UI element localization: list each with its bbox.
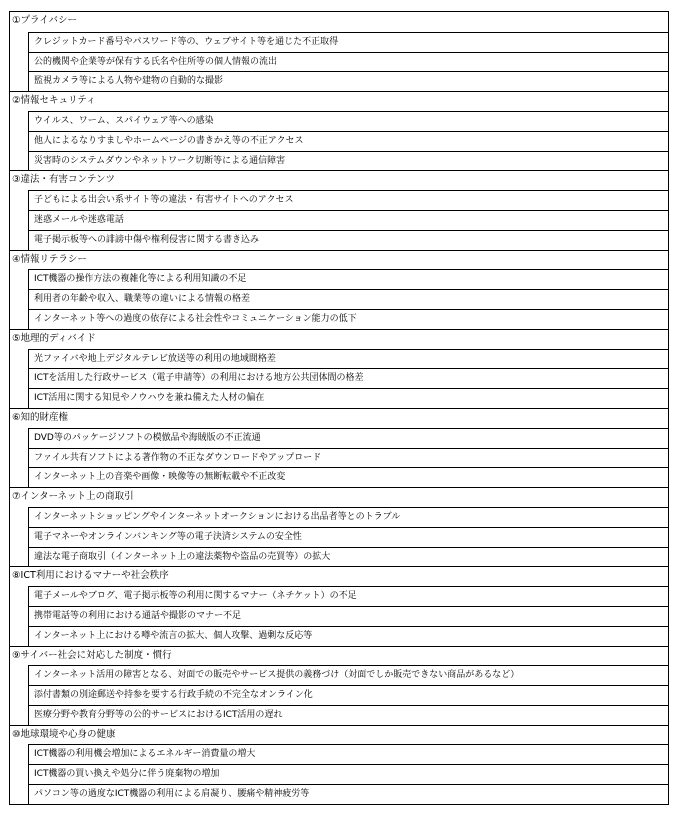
- issue-item: クレジットカード番号やパスワード等の、ウェブサイト等を通じた不正取得: [28, 32, 668, 52]
- issue-item: ファイル共有ソフトによる著作物の不正なダウンロードやアップロード: [28, 448, 668, 468]
- issue-item: 他人によるなりすましやホームページの書きかえ等の不正アクセス: [28, 131, 668, 151]
- issue-item: 添付書類の別途郵送や持参を要する行政手続の不完全なオンライン化: [28, 685, 668, 705]
- issue-item: 電子メールやブログ、電子掲示板等の利用に関するマナー（ネチケット）の不足: [28, 586, 668, 606]
- issue-item: 電子掲示板等への誹謗中傷や権利侵害に関する書き込み: [28, 230, 668, 250]
- issue-item: 利用者の年齢や収入、職業等の違いによる情報の格差: [28, 289, 668, 309]
- issue-item: 迷惑メールや迷惑電話: [28, 210, 668, 230]
- issue-item: 監視カメラ等による人物や建物の自動的な撮影: [28, 71, 668, 91]
- issue-item: インターネット上における噂や流言の拡大、個人攻撃、過剰な反応等: [28, 626, 668, 646]
- issue-item: 違法な電子商取引（インターネット上の違法薬物や盗品の売買等）の拡大: [28, 547, 668, 567]
- category-heading: ⑨サイバー社会に対応した制度・慣行: [10, 646, 668, 666]
- issue-item: DVD等のパッケージソフトの模倣品や海賊版の不正流通: [28, 428, 668, 448]
- issue-item: 携帯電話等の利用における通話や撮影のマナー不足: [28, 606, 668, 626]
- issue-item: インターネット活用の障害となる、対面での販売やサービス提供の義務づけ（対面でしか販売できない商品があるなど）: [28, 665, 668, 685]
- category-heading: ⑦インターネット上の商取引: [10, 487, 668, 507]
- issue-item: ICT機器の操作方法の複雑化等による利用知識の不足: [28, 269, 668, 289]
- issue-item: ICT活用に関する知見やノウハウを兼ね備えた人材の偏在: [28, 388, 668, 408]
- issue-item: インターネットショッピングやインターネットオークションにおける出品者等とのトラブル: [28, 507, 668, 527]
- category-heading: ⑥知的財産権: [10, 408, 668, 428]
- issues-table: [9, 11, 669, 805]
- issue-item: ICT機器の買い換えや処分に伴う廃棄物の増加: [28, 764, 668, 784]
- issue-item: インターネット等への過度の依存による社会性やコミュニケーション能力の低下: [28, 309, 668, 329]
- category-heading: ①プライバシー: [12, 15, 78, 26]
- issue-item: ICT機器の利用機会増加によるエネルギー消費量の増大: [28, 744, 668, 764]
- category-heading: ②情報セキュリティ: [10, 91, 668, 111]
- issue-item: 公的機関や企業等が保有する氏名や住所等の個人情報の流出: [28, 52, 668, 72]
- issue-item: 光ファイバや地上デジタルテレビ放送等の利用の地域間格差: [28, 349, 668, 369]
- issue-item: 電子マネーやオンラインバンキング等の電子決済システムの安全性: [28, 527, 668, 547]
- issue-item: 子どもによる出会い系サイト等の違法・有害サイトへのアクセス: [28, 190, 668, 210]
- issue-item: ウイルス、ワーム、スパイウェア等への感染: [28, 111, 668, 131]
- category-heading: ⑧ICT利用におけるマナーや社会秩序: [10, 566, 668, 586]
- category-heading: ⑩地球環境や心身の健康: [10, 725, 668, 745]
- issue-item: 医療分野や教育分野等の公的サービスにおけるICT活用の遅れ: [28, 705, 668, 725]
- category-heading: ④情報リテラシー: [10, 250, 668, 270]
- category-heading: ⑤地理的ディバイド: [10, 329, 668, 349]
- issue-item: パソコン等の過度なICT機器の利用による肩凝り、腰痛や精神疲労等: [28, 784, 668, 804]
- category-heading: ③違法・有害コンテンツ: [10, 170, 668, 190]
- issue-item: ICTを活用した行政サービス（電子申請等）の利用における地方公共団体間の格差: [28, 368, 668, 388]
- issue-item: 災害時のシステムダウンやネットワーク切断等による通信障害: [28, 151, 668, 171]
- issue-item: インターネット上の音楽や画像・映像等の無断転載や不正改変: [28, 467, 668, 487]
